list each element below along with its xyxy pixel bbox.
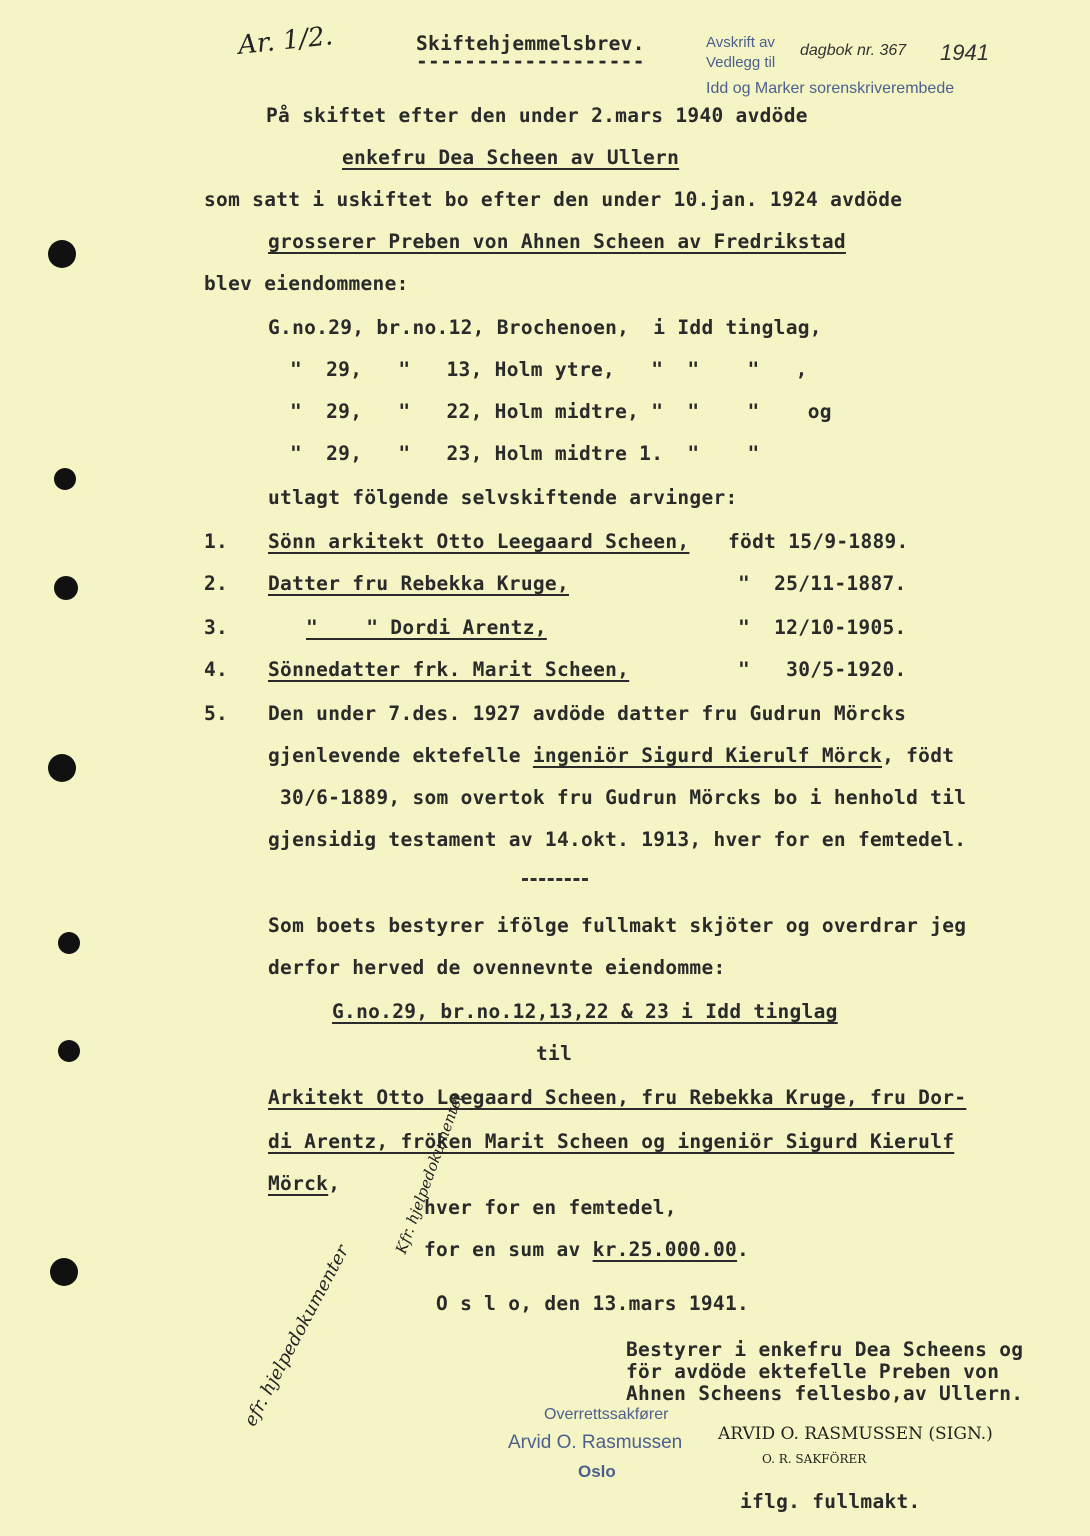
- heir-4-born: " 30/5-1920.: [738, 658, 907, 681]
- sum: kr.25.000.00: [592, 1238, 738, 1261]
- handwritten-reference: Ar. 1/2.: [236, 21, 335, 61]
- heir-1-number: 1.: [204, 530, 229, 553]
- stamp-office: Idd og Marker sorenskriverembede: [706, 80, 955, 97]
- punch-hole-7: [50, 1258, 78, 1286]
- line-3: som satt i uskiftet bo efter den under 10.jan. 1924 avdöde: [204, 188, 903, 211]
- punch-hole-6: [58, 1040, 80, 1062]
- punch-hole-5: [58, 932, 80, 954]
- document-title: Skiftehjemmelsbrev.: [416, 32, 645, 55]
- heir-2-number: 2.: [204, 572, 229, 595]
- property-1: G.no.29, br.no.12, Brochenoen, i Idd tinglag,: [268, 316, 822, 339]
- heir-5-line-b: gjenlevende ektefelle ingeniör Sigurd Kierulf Mörck, födt: [268, 744, 955, 767]
- line-14: hver for en femtedel,: [424, 1196, 677, 1219]
- deceased-spouse: grosserer Preben von Ahnen Scheen av Fredrikstad: [268, 230, 846, 253]
- lawyer-stamp-title: Overrettssakfører: [544, 1406, 669, 1423]
- property-3: " 29, " 22, Holm midtre, " " " og: [290, 400, 832, 423]
- signature-line-2: för avdöde ektefelle Preben von: [626, 1360, 1000, 1383]
- place-date: O s l o, den 13.mars 1941.: [436, 1292, 750, 1315]
- signature-footer: iflg. fullmakt.: [740, 1490, 921, 1513]
- margin-note-1: Kfr. hjelpedokumentet: [392, 1090, 467, 1257]
- heir-5-line-d: gjensidig testament av 14.okt. 1913, hver for en femtedel.: [268, 828, 967, 851]
- line-5: blev eiendommene:: [204, 272, 409, 295]
- line-11: Arkitekt Otto Leegaard Scheen, fru Rebekka Kruge, fru Dor-: [268, 1086, 967, 1109]
- heir-5-name: ingeniör Sigurd Kierulf Mörck: [532, 744, 883, 767]
- heir-4-name: Sönnedatter frk. Marit Scheen,: [268, 658, 630, 681]
- line-heirs-intro: utlagt fölgende selvskiftende arvinger:: [268, 486, 738, 509]
- heir-2-name: Datter fru Rebekka Kruge,: [268, 572, 569, 595]
- line-8: derfor herved de ovennevnte eiendomme:: [268, 956, 726, 979]
- heir-2-born: " 25/11-1887.: [738, 572, 907, 595]
- signature-line-3: Ahnen Scheens fellesbo,av Ullern.: [626, 1382, 1024, 1405]
- lawyer-stamp-name: Arvid O. Rasmussen: [508, 1432, 683, 1453]
- stamp-dagbok: dagbok nr. 367: [800, 42, 907, 59]
- handwritten-title: O. R. SAKFÖRER: [762, 1452, 867, 1466]
- heir-5-line-a: Den under 7.des. 1927 avdöde datter fru Gudrun Mörcks: [268, 702, 907, 725]
- heir-5-number: 5.: [204, 702, 229, 725]
- heir-1-name: Sönn arkitekt Otto Leegaard Scheen,: [268, 530, 690, 553]
- heir-5-line-c: 30/6-1889, som overtok fru Gudrun Mörcks bo i henhold til: [280, 786, 967, 809]
- heir-3-born: " 12/10-1905.: [738, 616, 907, 639]
- line-13: Mörck,: [268, 1172, 341, 1195]
- lawyer-stamp-city: Oslo: [578, 1462, 616, 1481]
- heir-4-number: 4.: [204, 658, 229, 681]
- heir-3-name: " " Dordi Arentz,: [306, 616, 547, 639]
- margin-note-2: efr. hjelpedokumenter: [240, 1241, 354, 1430]
- handwritten-signature: ARVID O. RASMUSSEN (SIGN.): [718, 1424, 993, 1444]
- heir-1-born: födt 15/9-1889.: [728, 530, 909, 553]
- punch-hole-4: [48, 754, 76, 782]
- signature-line-1: Bestyrer i enkefru Dea Scheens og: [626, 1338, 1024, 1361]
- line-12: di Arentz, fröken Marit Scheen og ingeniör Sigurd Kierulf: [268, 1130, 955, 1153]
- punch-hole-3: [54, 576, 78, 600]
- line-15: for en sum av kr.25.000.00.: [424, 1238, 750, 1261]
- stamp-line-1: Avskrift av: [706, 34, 775, 51]
- punch-hole-1: [48, 240, 76, 268]
- property-2: " 29, " 13, Holm ytre, " " " ,: [290, 358, 808, 381]
- property-4: " 29, " 23, Holm midtre 1. " ": [290, 442, 760, 465]
- stamp-year: 1941: [940, 40, 989, 65]
- stamp-line-2: Vedlegg til: [706, 54, 776, 71]
- title-underline: -------------------: [416, 50, 645, 73]
- heir-3-number: 3.: [204, 616, 229, 639]
- punch-hole-2: [54, 468, 76, 490]
- line-9: G.no.29, br.no.12,13,22 & 23 i Idd tinglag: [332, 1000, 838, 1023]
- section-divider: [522, 878, 588, 881]
- deceased-name: enkefru Dea Scheen av Ullern: [342, 146, 680, 169]
- line-7: Som boets bestyrer ifölge fullmakt skjöter og overdrar jeg: [268, 914, 967, 937]
- line-1: På skiftet efter den under 2.mars 1940 avdöde: [266, 104, 808, 127]
- line-10: til: [536, 1042, 573, 1065]
